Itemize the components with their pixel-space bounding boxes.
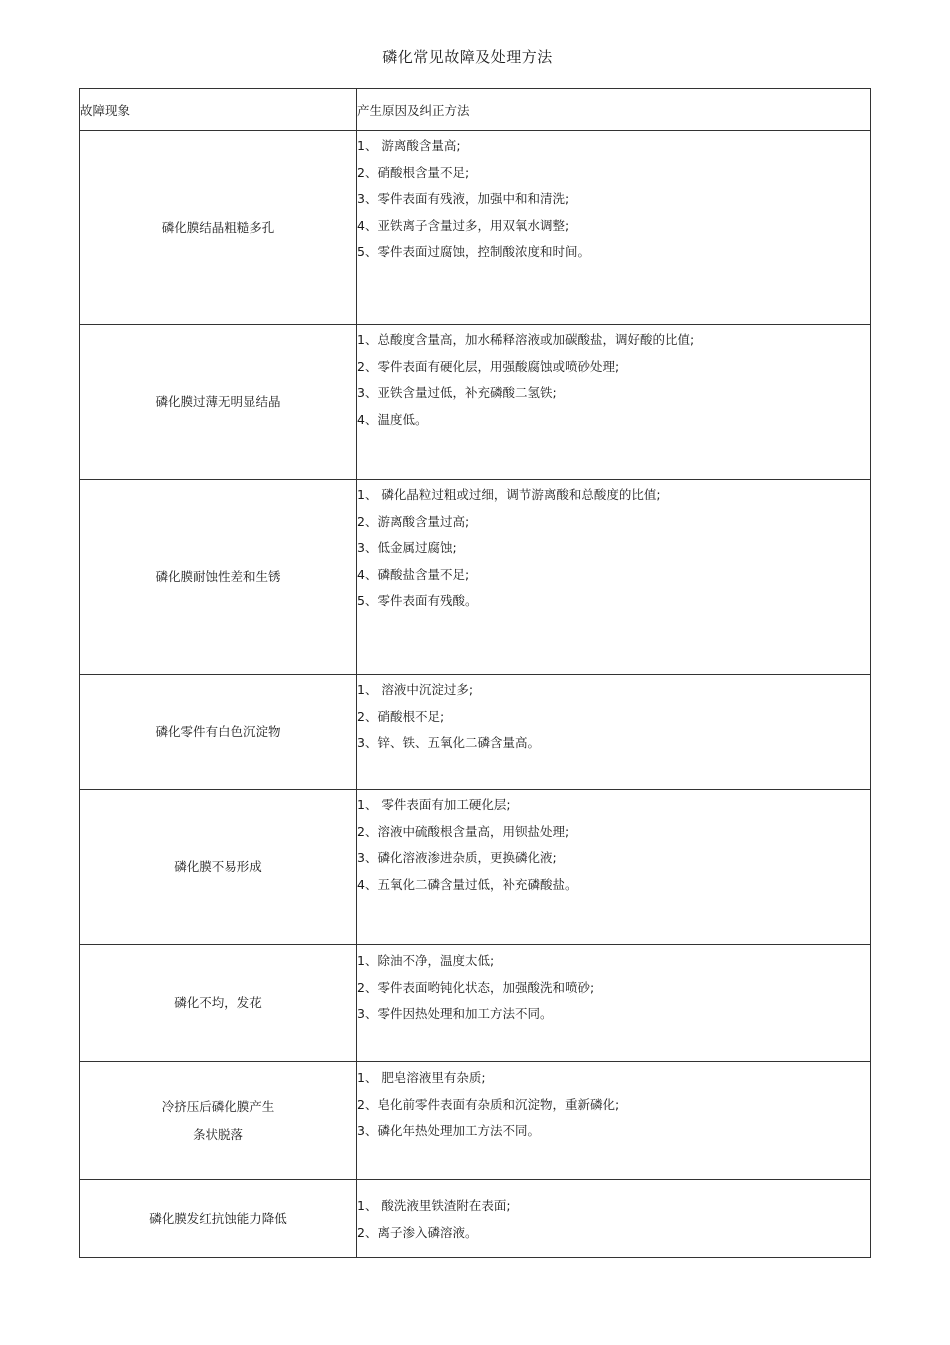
cause-cell [357,1180,871,1258]
symptom-text: 冷挤压后磷化膜产生 [161,1098,275,1114]
header-symptom: 故障现象 [80,89,357,131]
symptom-text: 磷化膜过薄无明显结晶 [155,394,281,409]
cause-item: 1、总酸度含量高，加水稀释溶液或加碳酸盐，调好酸的比值; [357,332,695,347]
cause-item: 4、亚铁离子含量过多，用双氧水调整; [357,217,570,233]
document-title: 磷化常见故障及处理方法 [382,48,553,66]
table-row [80,325,871,480]
cause-item: 1、 溶液中沉淀过多; [357,682,474,697]
symptom-cell [80,675,357,790]
table-row [80,945,871,1062]
cause-item: 1、 酸洗液里铁渣附在表面; [357,1198,511,1213]
cause-item: 3、低金属过腐蚀; [357,540,457,555]
cause-item: 1、 肥皂溶液里有杂质; [357,1070,486,1085]
symptom-cell [80,325,357,480]
symptom-cell [80,1062,357,1180]
symptom-cell [80,790,357,945]
cause-cell [357,1062,871,1180]
symptom-text: 磷化膜耐蚀性差和生锈 [155,569,281,584]
cause-item: 1、 零件表面有加工硬化层; [357,797,511,812]
cause-item: 1、 游离酸含量高; [357,138,461,153]
cause-item: 4、磷酸盐含量不足; [357,566,470,582]
symptom-text: 磷化膜结晶粗糙多孔 [161,219,275,235]
table-body [80,131,871,1258]
symptom-text: 条状脱落 [192,1126,243,1142]
cause-item: 2、硝酸根含量不足; [357,164,470,180]
cause-cell [357,945,871,1062]
table-header-row [80,89,871,131]
cause-item: 3、磷化年热处理加工方法不同。 [357,1123,540,1138]
cause-item: 3、零件因热处理和加工方法不同。 [357,1006,553,1021]
cause-item: 5、零件表面有残酸。 [357,593,478,608]
cause-item: 2、离子渗入磷溶液。 [357,1224,478,1240]
cause-item: 5、零件表面过腐蚀，控制酸浓度和时间。 [357,244,590,259]
cause-item: 2、零件表面有硬化层，用强酸腐蚀或喷砂处理; [357,358,620,374]
cause-item: 1、 磷化晶粒过粗或过细，调节游离酸和总酸度的比值; [357,487,661,502]
symptom-text: 磷化不均，发花 [174,995,262,1010]
fault-table [79,88,871,1258]
cause-item: 2、皂化前零件表面有杂质和沉淀物，重新磷化; [357,1096,620,1112]
table-row [80,1062,871,1180]
cause-item: 4、温度低。 [357,411,428,427]
table-row [80,675,871,790]
cause-cell [357,480,871,675]
cause-item: 2、溶液中硫酸根含量高，用钡盐处理; [357,823,570,839]
cause-cell [357,131,871,325]
table-row [80,131,871,325]
table-row [80,480,871,675]
symptom-cell [80,1180,357,1258]
cause-item: 2、游离酸含量过高; [357,513,470,529]
symptom-text: 磷化膜不易形成 [174,859,262,874]
cause-item: 1、除油不净，温度太低; [357,953,495,968]
table-row [80,1180,871,1258]
header-cause: 产生原因及纠正方法 [357,89,871,131]
cause-item: 3、零件表面有残液，加强中和和清洗; [357,191,570,206]
symptom-text: 磷化膜发红抗蚀能力降低 [149,1210,287,1226]
cause-cell [357,675,871,790]
cause-cell [357,790,871,945]
cause-item: 3、锌、铁、五氧化二磷含量高。 [357,735,540,750]
cause-item: 4、五氧化二磷含量过低，补充磷酸盐。 [357,876,578,892]
cause-item: 2、硝酸根不足; [357,708,445,724]
symptom-cell [80,131,357,325]
symptom-cell [80,945,357,1062]
cause-cell [357,325,871,480]
cause-item: 3、磷化溶液渗进杂质，更换磷化液; [357,850,557,865]
symptom-text: 磷化零件有白色沉淀物 [155,724,281,739]
symptom-cell [80,480,357,675]
table-row [80,790,871,945]
cause-item: 2、零件表面哟钝化状态，加强酸洗和喷砂; [357,979,595,995]
cause-item: 3、亚铁含量过低，补充磷酸二氢铁; [357,385,557,400]
